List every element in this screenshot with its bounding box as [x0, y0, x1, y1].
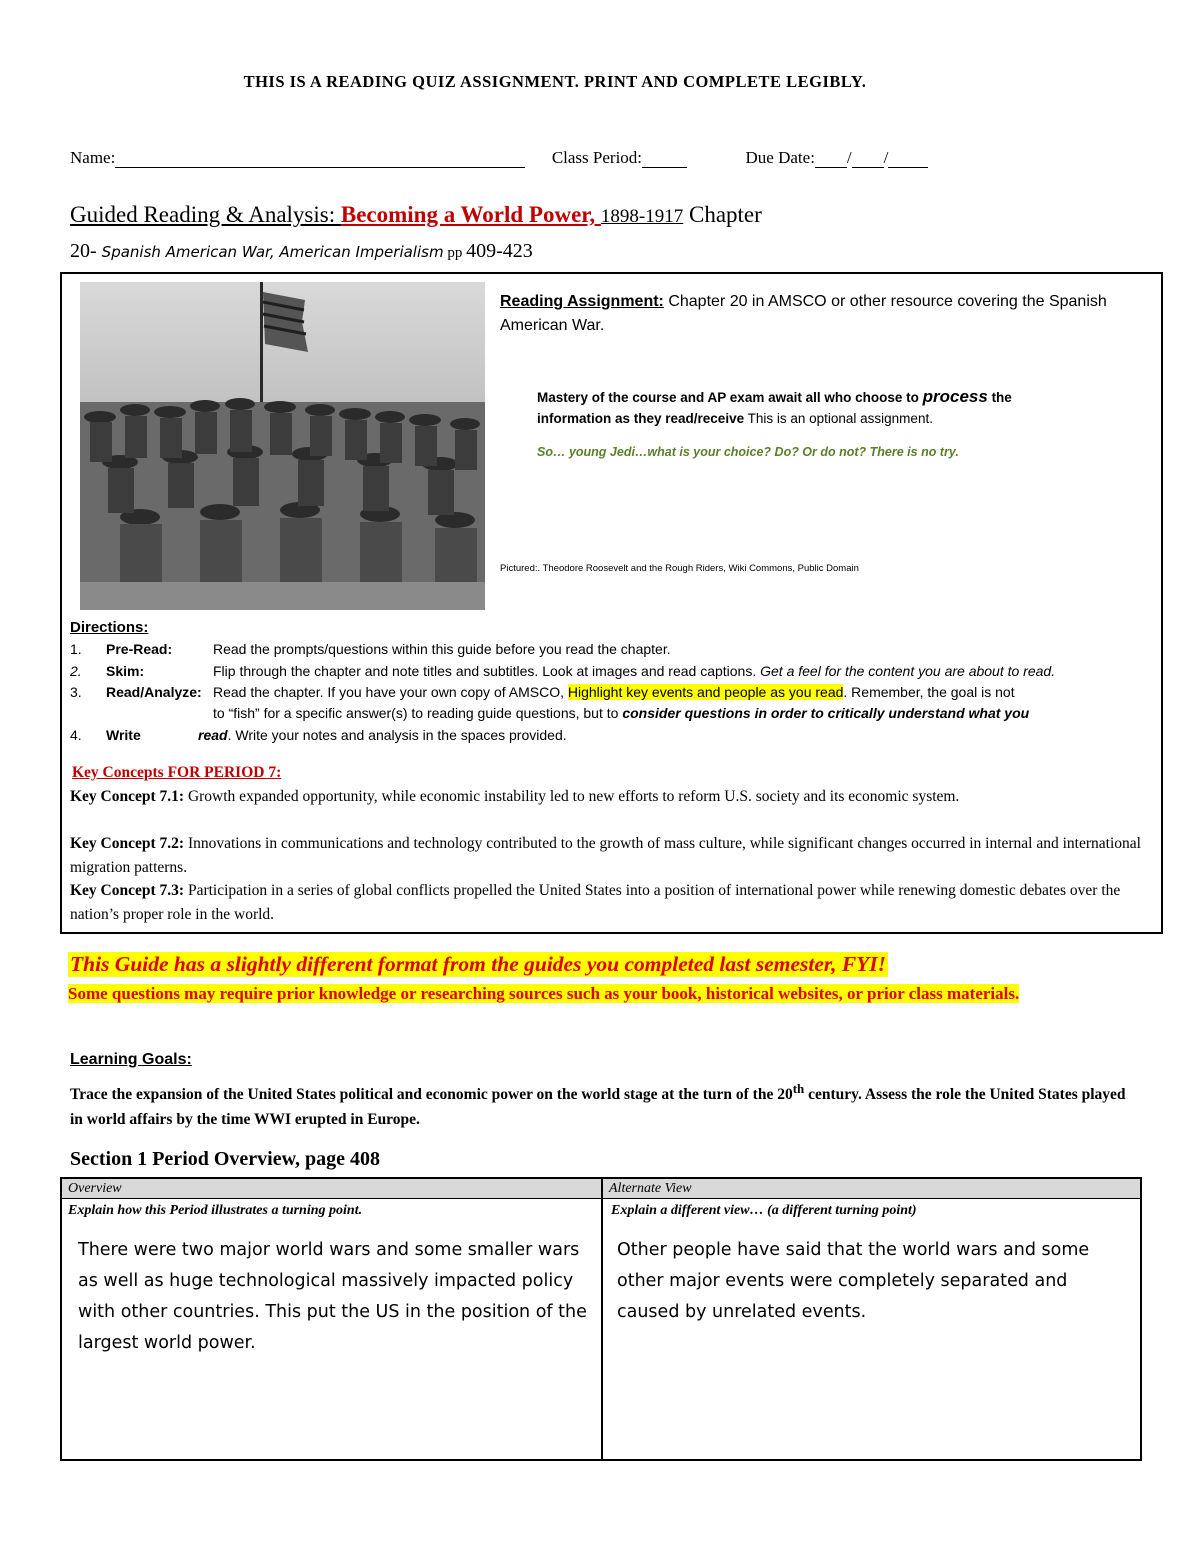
name-label: Name: [70, 148, 116, 167]
title-topic: Becoming a World Power, [340, 202, 601, 227]
key-concept-item: Key Concept 7.3: Participation in a series of global conflicts propelled the United States into a position of international power while renewing domestic debates over the nation’s proper role in the world. [70, 882, 1121, 923]
due-date-label: Due Date: [745, 148, 815, 167]
alternate-view-answer[interactable]: Other people have said that the world wars and some other major events were completely separated and caused by unrelated events. [617, 1240, 1090, 1322]
guide-title: Guided Reading & Analysis: Becoming a World Power, 1898-1917 Chapter [70, 202, 762, 227]
class-period-blank[interactable] [642, 151, 687, 168]
learning-goals-heading: Learning Goals: [70, 1051, 192, 1068]
page-range: 409-423 [466, 240, 533, 262]
direction-item: 2. Skim: Flip through the chapter and note titles and subtitles. Look at images and read captions. Get a feel for the content you are about to read. [70, 663, 1056, 679]
overview-answer[interactable]: There were two major world wars and some smaller wars as well as huge technological massively impacted policy with other countries. This put the US in the position of the largest world power. [78, 1240, 587, 1353]
alternate-view-prompt: Explain a different view… (a different turning point) [611, 1203, 917, 1218]
column-divider [601, 1179, 603, 1459]
student-info-line: Name: Class Period: Due Date: / / [70, 148, 928, 168]
mastery-note: Mastery of the course and AP exam await all who choose to process the information as they read/receive This is an optional assignment. [537, 387, 1012, 426]
key-concepts-heading: Key Concepts FOR PERIOD 7: [72, 764, 282, 781]
alternate-view-column-header: Alternate View [603, 1179, 1140, 1199]
assignment-header: THIS IS A READING QUIZ ASSIGNMENT. PRINT AND COMPLETE LEGIBLY. [243, 72, 867, 91]
due-month-blank[interactable] [815, 151, 847, 168]
highlighted-instruction: Highlight key events and people as you read [567, 684, 844, 700]
title-years: 1898-1917 [600, 206, 684, 227]
format-notice: This Guide has a slightly different format from the guides you completed last semester, FYI! [70, 952, 887, 976]
learning-goals-text: Trace the expansion of the United States political and economic power on the world stage at the turn of the 20th century. Assess the role the United States played in world affairs by the time WWI erupted in Europe. [70, 1081, 1126, 1129]
direction-item-continued: to “fish” for a specific answer(s) to reading guide questions, but to consider questions in order to critically understand what you [213, 705, 1030, 721]
rough-riders-photo [80, 282, 485, 610]
due-year-blank[interactable] [888, 151, 928, 168]
key-concept-item: Key Concept 7.2: Innovations in communications and technology contributed to the growth of mass culture, while significant changes occurred in internal and international migration patterns. [70, 835, 1141, 876]
directions-heading: Directions: [70, 619, 149, 636]
photo-credit: Pictured:. Theodore Roosevelt and the Rough Riders, Wiki Commons, Public Domain [500, 563, 859, 574]
reading-assignment-label: Reading Assignment: [500, 293, 664, 310]
photo-illustration [80, 282, 485, 610]
reading-assignment: Reading Assignment: Chapter 20 in AMSCO or other resource covering the Spanish American War. [500, 293, 1107, 334]
direction-item: 4. Write read. Write your notes and analysis in the spaces provided. [70, 727, 567, 743]
overview-column-header: Overview [62, 1179, 601, 1199]
research-notice: Some questions may require prior knowledge or researching sources such as your book, historical websites, or prior class materials. [68, 984, 1020, 1003]
key-concept-item: Key Concept 7.1: Growth expanded opportunity, while economic instability led to new efforts to reform U.S. society and its economic system. [70, 788, 960, 805]
class-period-label: Class Period: [551, 148, 643, 167]
section-1-heading: Section 1 Period Overview, page 408 [70, 1148, 380, 1170]
jedi-quote: So… young Jedi…what is your choice? Do? Or do not? There is no try. [537, 445, 959, 459]
direction-item: 3. Read/Analyze: Read the chapter. If you have your own copy of AMSCO, Highlight key events and people as you read. Remember, the goal is not [70, 684, 1015, 700]
overview-table [60, 1177, 1142, 1461]
due-day-blank[interactable] [852, 151, 884, 168]
overview-prompt: Explain how this Period illustrates a turning point. [68, 1203, 363, 1218]
direction-item: 1. Pre-Read: Read the prompts/questions within this guide before you read the chapter. [70, 641, 671, 657]
name-blank[interactable] [115, 151, 525, 168]
guide-subtitle: 20- Spanish American War, American Imperialism pp 409-423 [70, 240, 533, 262]
